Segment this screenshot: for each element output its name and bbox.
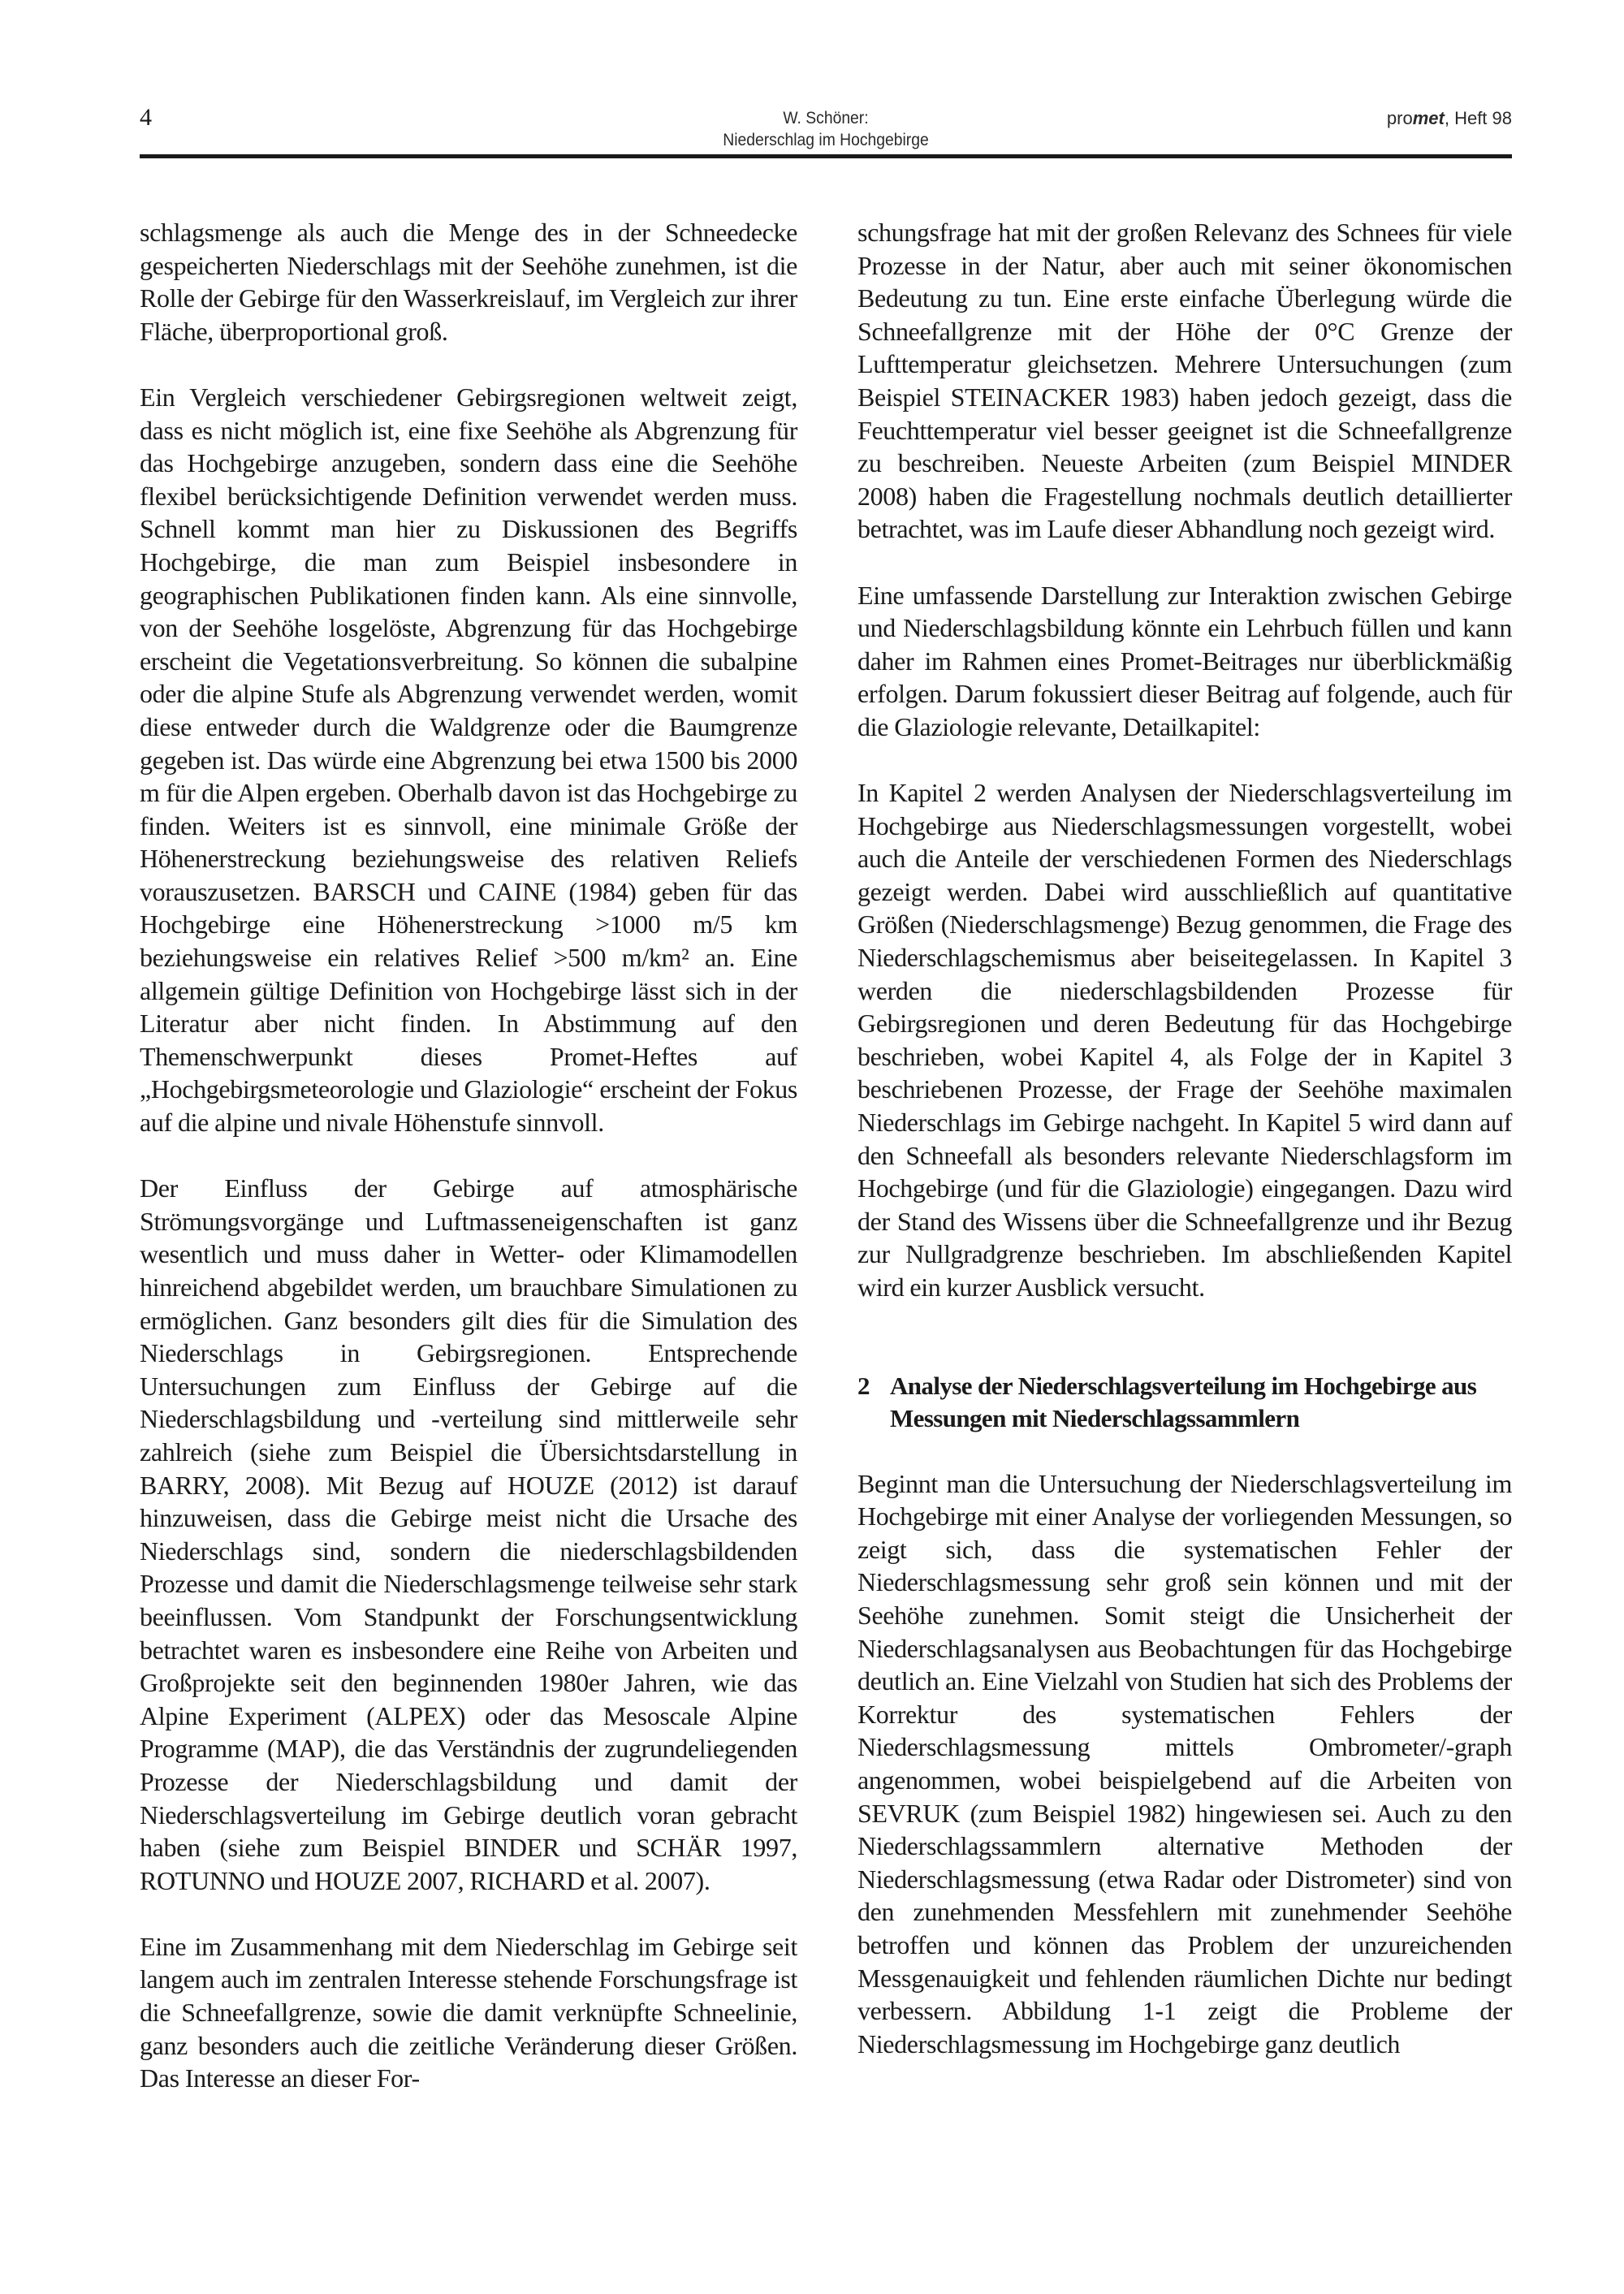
section-title: Analyse der Niederschlagsverteilung im Hochgebirge aus Messungen mit Niederschlagssammlern	[890, 1371, 1477, 1432]
paragraph: schungsfrage hat mit der großen Relevanz des Schnees für viele Prozesse in der Natur, aber auch mit seiner ökonomischen Bedeutung zu tun. Eine erste einfache Überlegung würde die Schneefallgrenze mit der Höhe der 0°C Grenze der Lufttemperatur gleichsetzen. Mehrere Untersuchungen (zum Beispiel STEINACKER 1983) haben jedoch gezeigt, dass die Feuchttemperatur viel besser geeignet ist die Schneefallgrenze zu beschreiben. Neueste Arbeiten (zum Beispiel MINDER 2008) haben die Fragestellung nochmals deutlich detaillierter betrachtet, was im Laufe dieser Abhandlung noch gezeigt wird.	[857, 218, 1512, 544]
header-rule	[140, 154, 1512, 158]
right-column	[857, 216, 1512, 2060]
journal-prefix: pro	[1386, 108, 1413, 128]
paragraph: Der Einfluss der Gebirge auf atmosphärische Strömungsvorgänge und Luftmasseneigenschaften ist ganz wesentlich und muss daher in Wetter- oder Klimamodellen hinreichend abgebildet werden, um brauchbare Simulationen zu ermöglichen. Ganz besonders gilt dies für die Simulation des Niederschlags in Gebirgsregionen. Entsprechende Untersuchungen zum Einfluss der Gebirge auf die Niederschlagsbildung und -verteilung sind mittlerweile sehr zahlreich (siehe zum Beispiel die Übersichtsdarstellung in BARRY, 2008). Mit Bezug auf HOUZE (2012) ist darauf hinzuweisen, dass die Gebirge meist nicht die Ursache des Niederschlags sind, sondern die niederschlagsbildenden Prozesse und damit die Niederschlagsmenge teilweise sehr stark beeinflussen. Vom Standpunkt der Forschungsentwicklung betrachtet waren es insbesondere eine Reihe von Arbeiten und Großprojekte seit den beginnenden 1980er Jahren, wie das Alpine Experiment (ALPEX) oder das Mesoscale Alpine Programme (MAP), die das Verständnis der zugrundeliegenden Prozesse der Niederschlagsbildung und damit der Niederschlagsverteilung im Gebirge deutlich voran gebracht haben (siehe zum Beispiel BINDER und SCHÄR 1997, ROTUNNO und HOUZE 2007, RICHARD et al. 2007).	[140, 1173, 797, 1895]
section-heading	[857, 1370, 1512, 1435]
paragraph: In Kapitel 2 werden Analysen der Niederschlagsverteilung im Hochgebirge aus Niederschlagsmessungen vorgestellt, wobei auch die Anteile der verschiedenen Formen des Niederschlags gezeigt werden. Dabei wird ausschließlich auf quantitative Größen (Niederschlagsmenge) Bezug genommen, die Frage des Niederschlagschemismus aber beiseitegelassen. In Kapitel 3 werden die niederschlagsbildenden Prozesse für Gebirgsregionen und deren Bedeutung für das Hochgebirge beschrieben, wobei Kapitel 4, als Folge der in Kapitel 3 beschriebenen Prozesse, der Frage der Seehöhe maximalen Niederschlags im Gebirge nachgeht. In Kapitel 5 wird dann auf den Schneefall als besonders relevante Niederschlagsform im Hochgebirge (und für die Glaziologie) eingegangen. Dazu wird der Stand des Wissens über die Schneefallgrenze und ihr Bezug zur Nullgradgrenze beschrieben. Im abschließenden Kapitel wird ein kurzer Ausblick versucht.	[857, 778, 1512, 1302]
left-column	[140, 216, 797, 2095]
author: W. Schöner:	[783, 109, 869, 127]
journal-emphasis: met	[1412, 108, 1445, 128]
running-title	[195, 107, 1458, 151]
page-number: 4	[140, 104, 152, 131]
paragraph: schlagsmenge als auch die Menge des in der Schneedecke gespeicherten Niederschlags mit der Seehöhe zunehmen, ist die Rolle der Gebirge für den Wasserkreislauf, im Vergleich zur ihrer Fläche, überproportional groß.	[140, 218, 797, 346]
paragraph: Eine im Zusammenhang mit dem Niederschlag im Gebirge seit langem auch im zentralen Interesse stehende Forschungsfrage ist die Schneefallgrenze, sowie die damit verknüpfte Schneelinie, ganz besonders auch die zeitliche Veränderung dieser Größen. Das Interesse an dieser For-	[140, 1931, 797, 2093]
article-title: Niederschlag im Hochgebirge	[723, 131, 929, 149]
journal-suffix: , Heft 98	[1444, 108, 1512, 128]
journal-issue	[1387, 107, 1512, 129]
page-header	[140, 104, 1512, 158]
paragraph: Ein Vergleich verschiedener Gebirgsregionen weltweit zeigt, dass es nicht möglich ist, eine fixe Seehöhe als Abgrenzung für das Hochgebirge anzugeben, sondern dass eine die Seehöhe flexibel berücksichtigende Definition verwendet werden muss. Schnell kommt man hier zu Diskussionen des Begriffs Hochgebirge, die man zum Beispiel insbesondere in geographischen Publikationen finden kann. Als eine sinnvolle, von der Seehöhe losgelöste, Abgrenzung für das Hochgebirge erscheint die Vegetationsverbreitung. So können die subalpine oder die alpine Stufe als Abgrenzung verwendet werden, womit diese entweder durch die Waldgrenze oder die Baumgrenze gegeben ist. Das würde eine Abgrenzung bei etwa 1500 bis 2000 m für die Alpen ergeben. Oberhalb davon ist das Hochgebirge zu finden. Weiters ist es sinnvoll, eine minimale Größe der Höhenerstreckung beziehungsweise des relativen Reliefs vorauszusetzen. BARSCH und CAINE (1984) geben für das Hochgebirge eine Höhenerstreckung >1000 m/5 km beziehungsweise ein relatives Relief >500 m/km² an. Eine allgemein gültige Definition von Hochgebirge lässt sich in der Literatur aber nicht finden. In Abstimmung auf den Themenschwerpunkt dieses Promet-Heftes auf „Hochgebirgsmeteorologie und Glaziologie“ erscheint der Fokus auf die alpine und nivale Höhenstufe sinnvoll.	[140, 382, 797, 1138]
section-number: 2	[857, 1371, 870, 1400]
paragraph: Eine umfassende Darstellung zur Interaktion zwischen Gebirge und Niederschlagsbildung könnte ein Lehrbuch füllen und kann daher im Rahmen eines Promet-Beitrages nur überblickmäßig erfolgen. Darum fokussiert dieser Beitrag auf folgende, auch für die Glaziologie relevante, Detailkapitel:	[857, 580, 1512, 741]
paragraph: Beginnt man die Untersuchung der Niederschlagsverteilung im Hochgebirge mit einer Analyse der vorliegenden Messungen, so zeigt sich, dass die systematischen Fehler der Niederschlagsmessung sehr groß sein können und mit der Seehöhe zunehmen. Somit steigt die Unsicherheit der Niederschlagsanalysen aus Beobachtungen für das Hochgebirge deutlich an. Eine Vielzahl von Studien hat sich des Problems der Korrektur des systematischen Fehlers der Niederschlagsmessung mittels Ombrometer/-graph angenommen, wobei beispielgebend auf die Arbeiten von SEVRUK (zum Beispiel 1982) hingewiesen sei. Auch zu den Niederschlagssammlern alternative Methoden der Niederschlagsmessung (etwa Radar oder Distrometer) sind von den zunehmenden Messfehlern mit zunehmender Seehöhe betroffen und können das Problem der unzureichenden Messgenauigkeit und fehlenden räumlichen Dichte nur bedingt verbessern. Abbildung 1-1 zeigt die Probleme der Niederschlagsmessung im Hochgebirge ganz deutlich	[857, 1468, 1512, 2059]
